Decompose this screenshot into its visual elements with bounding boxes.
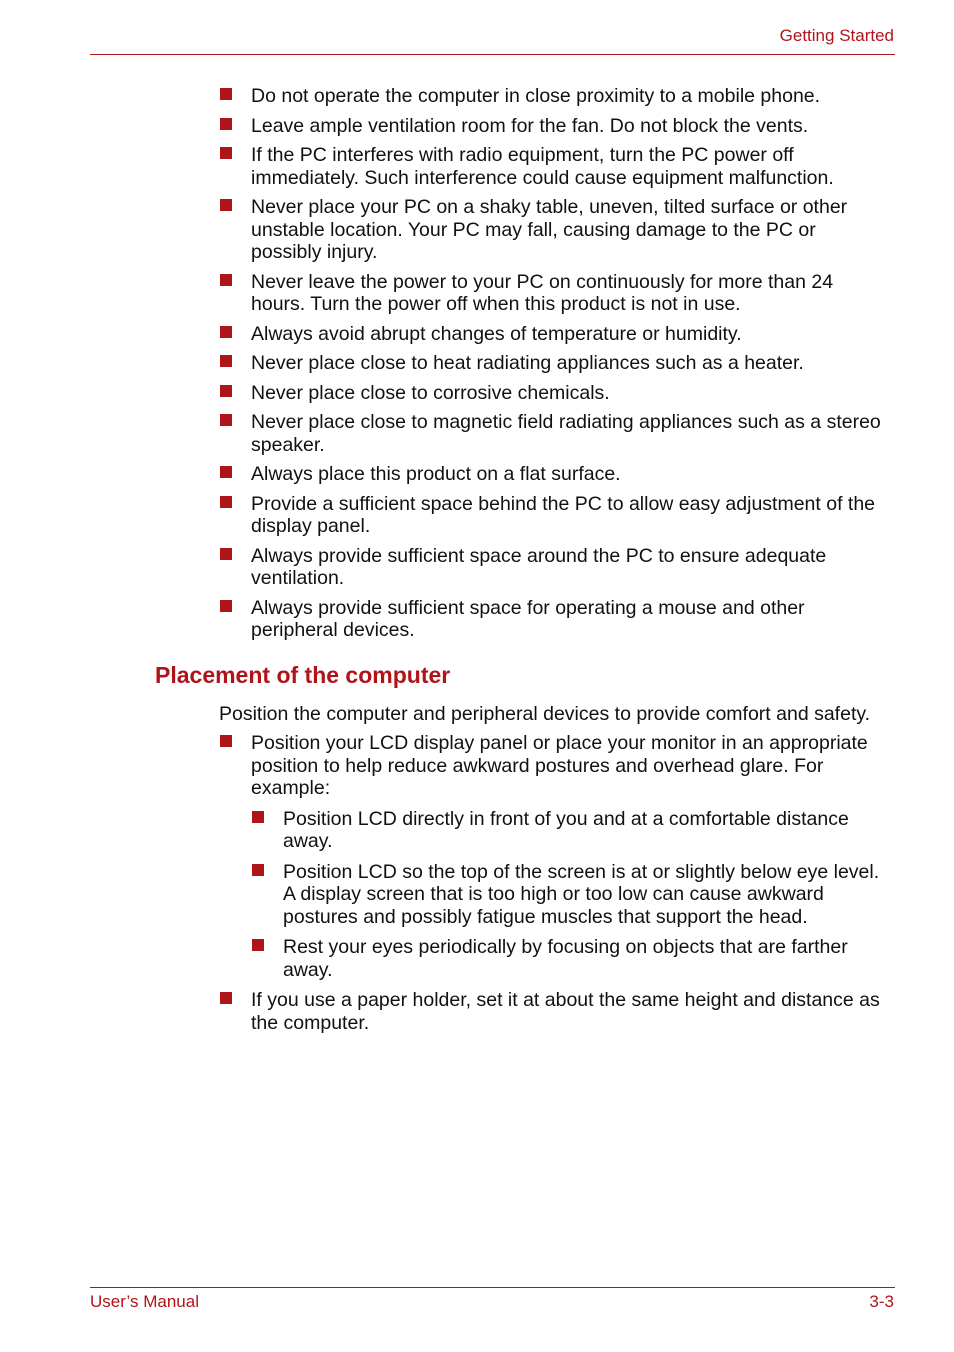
list-item: If the PC interferes with radio equipment, turn the PC power off immediately. Such interference could cause equipment malfunction. [251,144,891,189]
list-item: Provide a sufficient space behind the PC to allow easy adjustment of the display panel. [251,493,891,538]
list-item: Leave ample ventilation room for the fan. Do not block the vents. [251,115,891,138]
list-item: Never leave the power to your PC on continuously for more than 24 hours. Turn the power off when this product is not in use. [251,271,891,316]
header-rule [90,54,895,55]
square-bullet-icon [252,811,264,823]
square-bullet-icon [220,199,232,211]
list-item: If you use a paper holder, set it at about the same height and distance as the computer. [251,989,896,1034]
square-bullet-icon [220,496,232,508]
square-bullet-icon [220,147,232,159]
square-bullet-icon [220,992,232,1004]
safety-list [251,85,891,649]
square-bullet-icon [220,466,232,478]
list-item: Always provide sufficient space around the PC to ensure adequate ventilation. [251,545,891,590]
list-item: Never place close to magnetic field radiating appliances such as a stereo speaker. [251,411,891,456]
sub-list-item: Rest your eyes periodically by focusing on objects that are farther away. [283,936,883,981]
list-item: Never place your PC on a shaky table, uneven, tilted surface or other unstable location. Your PC may fall, causing damage to the PC or possibly injury. [251,196,891,264]
square-bullet-icon [220,735,232,747]
list-item: Do not operate the computer in close proximity to a mobile phone. [251,85,891,108]
list-item: Always avoid abrupt changes of temperature or humidity. [251,323,891,346]
placement-list [251,732,896,1041]
page-number: 3-3 [869,1292,894,1311]
section-intro: Position the computer and peripheral devices to provide comfort and safety. [219,703,871,725]
square-bullet-icon [220,355,232,367]
footer-manual-title: User’s Manual [90,1292,199,1311]
list-item: Never place close to corrosive chemicals. [251,382,891,405]
square-bullet-icon [220,600,232,612]
list-item: Always place this product on a flat surface. [251,463,891,486]
sub-list-item: Position LCD directly in front of you and at a comfortable distance away. [283,808,883,853]
square-bullet-icon [220,548,232,560]
square-bullet-icon [252,939,264,951]
list-item: Never place close to heat radiating appliances such as a heater. [251,352,891,375]
placement-sub-list [283,808,883,982]
square-bullet-icon [220,274,232,286]
square-bullet-icon [220,385,232,397]
footer-rule [90,1287,895,1288]
list-item: Position your LCD display panel or place your monitor in an appropriate position to help reduce awkward postures and overhead glare. For example: Position LCD directly in front of you and at a comfortable distance away. Position LCD so the top of the screen is at or slightly below eye level. A display screen that is too high or too low can cause awkward postures and possibly fatigue muscles that support the head. Rest your eyes periodically by focusing on objects that are farther away. [251,732,896,981]
header-section-title: Getting Started [779,26,894,45]
section-heading: Placement of the computer [155,662,451,688]
sub-list-item: Position LCD so the top of the screen is at or slightly below eye level. A display screen that is too high or too low can cause awkward postures and possibly fatigue muscles that support the head. [283,861,883,929]
square-bullet-icon [220,326,232,338]
square-bullet-icon [220,88,232,100]
square-bullet-icon [220,414,232,426]
square-bullet-icon [252,864,264,876]
list-item: Always provide sufficient space for operating a mouse and other peripheral devices. [251,597,891,642]
square-bullet-icon [220,118,232,130]
